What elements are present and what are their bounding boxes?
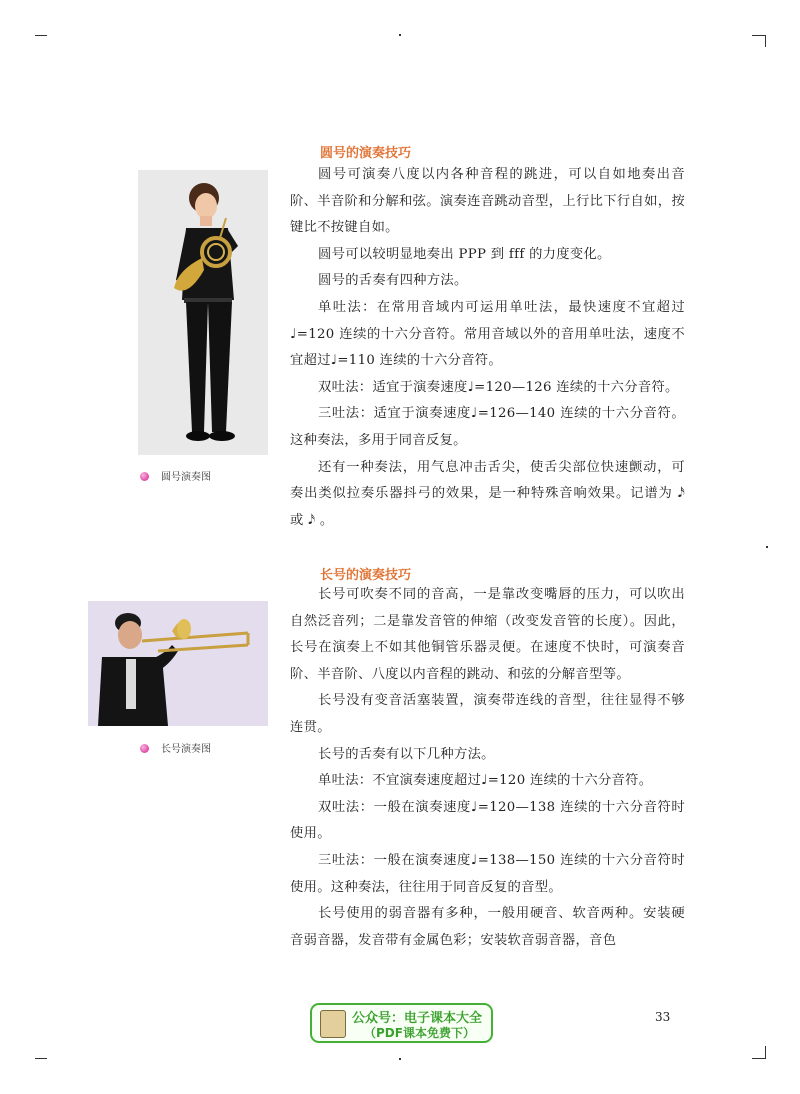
paragraph: 圆号可演奏八度以内各种音程的跳进，可以自如地奏出音阶、半音阶和分解和弦。演奏连音跳动音型，上行比下行自如，按键比不按键自如。 [290,167,685,236]
watermark-banner [310,1003,493,1043]
french-horn-player-image [138,170,268,455]
section-body-french-horn [290,162,685,534]
paragraph: 还有一种奏法，用气息冲击舌尖，使舌尖部位快速颤动，可奏出类似拉奏乐器抖弓的效果，是一种特殊音响效果。记谱为 𝅘𝅥𝅯 或 𝅘𝅥𝅯 。 [290,459,685,528]
paragraph: 三吐法：一般在演奏速度♩=138—150 连续的十六分音符时使用。这种奏法，往往用于同音反复的音型。 [290,852,685,895]
watermark-line-2: （PDF课本免费下） [364,1026,475,1040]
book-icon [320,1010,346,1038]
crop-mark-top-right-v [765,35,766,47]
french-horn-player-photo [138,170,268,455]
trombone-player-photo [88,601,268,726]
paragraph: 长号的舌奏有以下几种方法。 [318,746,495,762]
section-body-trombone [290,582,685,954]
french-horn-photo-caption [140,468,211,483]
crop-mark-top-center [399,34,401,36]
paragraph: 长号使用的弱音器有多种，一般用硬音、软音两种。安装硬音弱音器，发音带有金属色彩；安装软音弱音器，音色 [290,906,685,948]
section-title-trombone: 长号的演奏技巧 [320,568,412,583]
section-title-french-horn: 圆号的演奏技巧 [320,146,412,161]
paragraph: 圆号可以较明显地奏出 PPP 到 fff 的力度变化。 [318,246,611,262]
page-number: 33 [655,1010,671,1024]
paragraph: 双吐法：一般在演奏速度♩=120—138 连续的十六分音符时使用。 [290,799,685,842]
caption-text: 长号演奏图 [161,744,211,755]
paragraph: 双吐法：适宜于演奏速度♩=120—126 连续的十六分音符。 [318,379,679,395]
caption-text: 圆号演奏图 [161,472,211,483]
crop-mark-right-middle [766,546,768,548]
trombone-photo-caption [140,740,211,755]
crop-mark-top-left [35,35,47,36]
caption-bullet-icon [140,472,149,481]
crop-mark-bottom-left [35,1058,47,1059]
crop-mark-top-right-h [752,35,766,36]
paragraph: 单吐法：在常用音域内可运用单吐法，最快速度不宜超过♩=120 连续的十六分音符。常用音域以外的音用单吐法，速度不宜超过♩=110 连续的十六分音符。 [290,299,685,369]
crop-mark-bottom-center [399,1058,401,1060]
paragraph: 圆号的舌奏有四种方法。 [318,273,468,289]
paragraph: 单吐法：不宜演奏速度超过♩=120 连续的十六分音符。 [318,773,653,789]
trombone-player-image [88,601,268,726]
paragraph: 三吐法：适宜于演奏速度♩=126—140 连续的十六分音符。这种奏法，多用于同音反复。 [290,406,685,448]
caption-bullet-icon [140,744,149,753]
crop-mark-bottom-right-v [765,1046,766,1058]
paragraph: 长号没有变音活塞装置，演奏带连线的音型，往往显得不够连贯。 [290,693,685,735]
crop-mark-bottom-right-h [752,1058,766,1059]
paragraph: 长号可吹奏不同的音高，一是靠改变嘴唇的压力，可以吹出自然泛音列；二是靠发音管的伸缩（改变发音管的长度）。因此，长号在演奏上不如其他铜管乐器灵便。在速度不快时，可演奏音阶、半音阶、八度以内音程的跳动、和弦的分解音型等。 [290,587,685,682]
watermark-line-1: 公众号：电子课本大全 [352,1011,483,1026]
